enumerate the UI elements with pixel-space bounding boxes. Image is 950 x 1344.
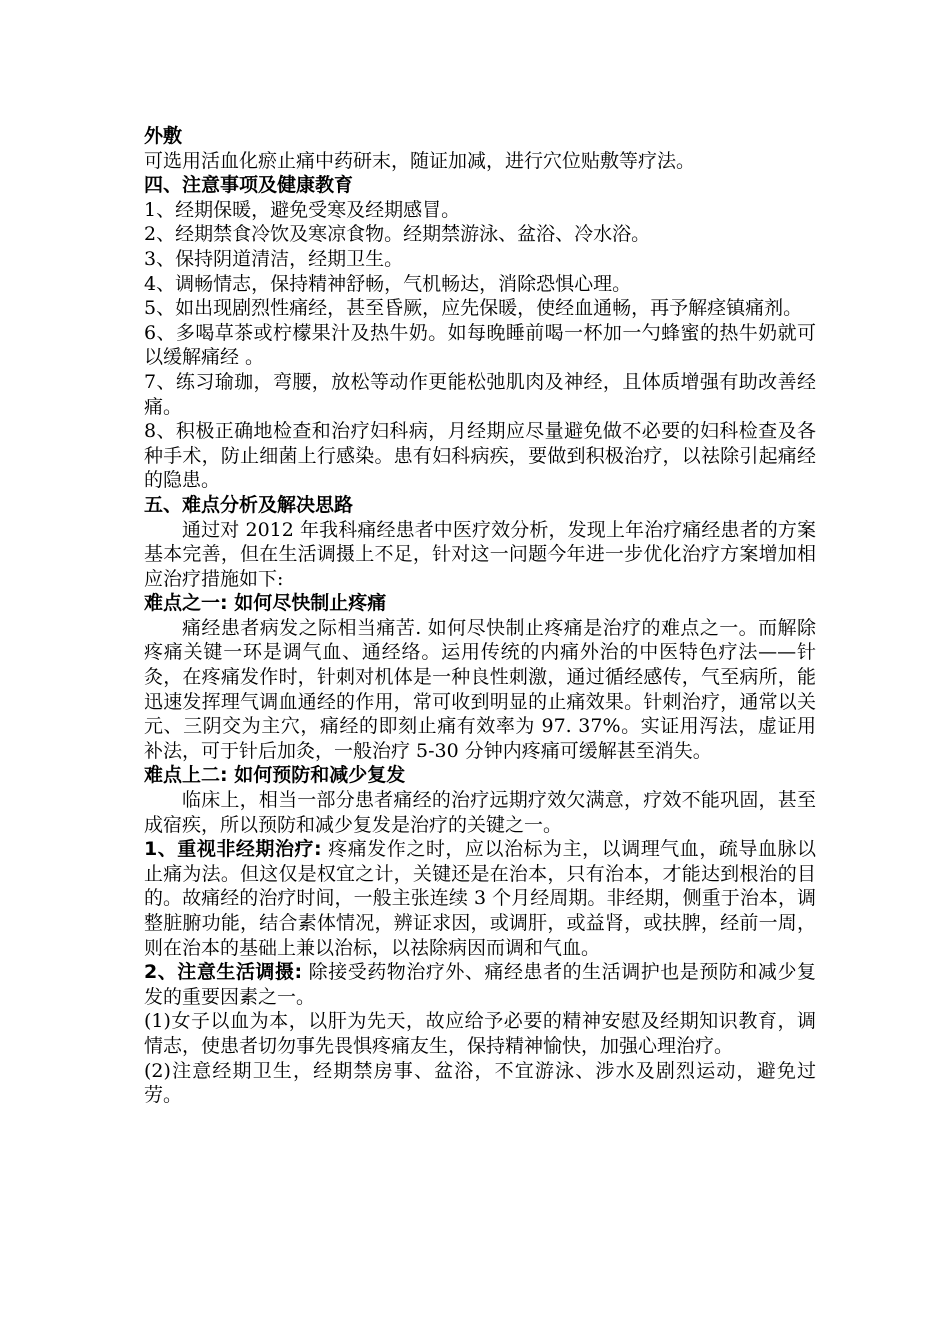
subheading-difficulty-1: 难点之一: 如何尽快制止疼痛 xyxy=(144,592,387,615)
lead-lifestyle: 2、注意生活调摄: xyxy=(144,961,303,984)
text-nonperiod-treatment: 疼痛发作之时，应以治标为主，以调理气血，疏导血脉以止痛为法。但这仅是权宜之计，关键还是在治本，只有治本，才能达到根治的目的。故痛经的治疗时间，一般主张连续 3 个月经周期。非经期，侧重于治本，调整脏腑功能，结合素体情况，辨证求因，或调肝，或益肾，或扶脾，经前一周，则在治本的基础上兼以治标，以祛除病因而调和气血。 xyxy=(144,838,816,959)
sub-item-1: (1)女子以血为本，以肝为先天，故应给予必要的精神安慰及经期知识教育，调情志，使患者切勿事先畏惧疼痛友生，保持精神愉快，加强心理治疗。 xyxy=(144,1010,816,1057)
precaution-item-4: 4、调畅情志，保持精神舒畅，气机畅达，消除恐惧心理。 xyxy=(144,272,632,295)
document-page xyxy=(144,124,816,1108)
sub-item-2: (2)注意经期卫生，经期禁房事、盆浴，不宜游泳、涉水及剧烈运动，避免过劳。 xyxy=(144,1059,816,1107)
precaution-item-6: 6、多喝草茶或柠檬果汁及热牛奶。如每晚睡前喝一杯加一勺蜂蜜的热牛奶就可以缓解痛经 。 xyxy=(144,321,816,369)
paragraph-external: 可选用活血化瘀止痛中药研末，随证加减，进行穴位贴敷等疗法。 xyxy=(144,149,696,172)
paragraph-difficulty-1: 痛经患者病发之际相当痛苦. 如何尽快制止疼痛是治疗的难点之一。而解除疼痛关键一环是调气血、通经络。运用传统的内痛外治的中医特色疗法——针灸，在疼痛发作时，针刺对机体是一种良性刺激，通过循经感传，气至病所，能迅速发挥理气调血通经的作用，常可收到明显的止痛效果。针刺治疗，通常以关元、三阴交为主穴，痛经的即刻止痛有效率为 97. 37%。实证用泻法，虚证用补法，可于针后加灸，一般治疗 5-30 分钟内疼痛可缓解甚至消失。 xyxy=(144,616,816,762)
precaution-item-8: 8、积极正确地检查和治疗妇科病，月经期应尽量避免做不必要的妇科检查及各种手术，防止细菌上行感染。患有妇科病疾，要做到积极治疗，以祛除引起痛经的隐患。 xyxy=(144,420,816,492)
paragraph-nonperiod-treatment xyxy=(144,837,816,960)
section-heading-external: 外敷 xyxy=(144,125,183,147)
precaution-item-7: 7、练习瑜珈，弯腰，放松等动作更能松弛肌肉及神经，且体质增强有助改善经痛。 xyxy=(144,370,816,418)
paragraph-lifestyle xyxy=(144,960,816,1009)
section-heading-precautions: 四、注意事项及健康教育 xyxy=(144,174,354,197)
precaution-item-2: 2、经期禁食冷饮及寒凉食物。经期禁游泳、盆浴、冷水浴。 xyxy=(144,223,651,246)
text-lifestyle: 除接受药物治疗外、痛经患者的生活调护也是预防和减少复发的重要因素之一。 xyxy=(144,961,816,1008)
precaution-item-3: 3、保持阴道清洁，经期卫生。 xyxy=(144,247,404,270)
precaution-item-5: 5、如出现剧烈性痛经，甚至昏厥，应先保暖，使经血通畅，再予解痉镇痛剂。 xyxy=(144,297,803,320)
paragraph-analysis-intro: 通过对 2012 年我科痛经患者中医疗效分析，发现上年治疗痛经患者的方案基本完善，但在生活调摄上不足，针对这一问题今年进一步优化治疗方案增加相应治疗措施如下: xyxy=(144,518,816,590)
subheading-difficulty-2: 难点上二: 如何预防和减少复发 xyxy=(144,764,406,787)
paragraph-difficulty-2: 临床上，相当一部分患者痛经的治疗远期疗效欠满意，疗效不能巩固，甚至成宿疾，所以预防和减少复发是治疗的关键之一。 xyxy=(144,789,816,836)
lead-nonperiod-treatment: 1、重视非经期治疗: xyxy=(144,838,322,861)
section-heading-analysis: 五、难点分析及解决思路 xyxy=(144,493,354,516)
precaution-item-1: 1、经期保暖，避免受寒及经期感冒。 xyxy=(144,198,461,221)
